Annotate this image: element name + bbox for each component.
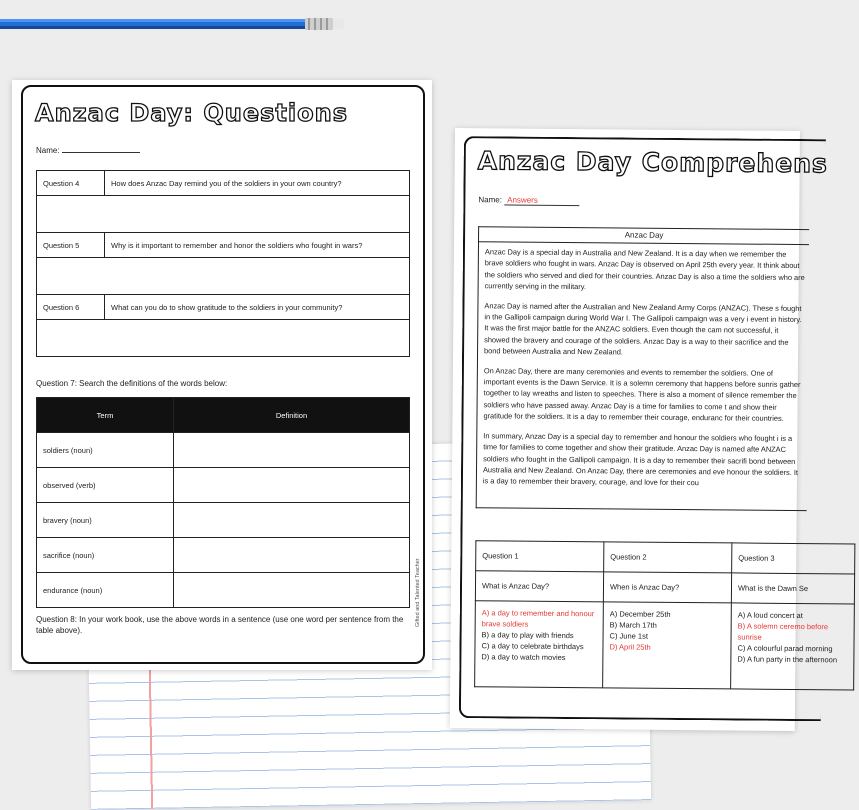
worksheet-border [21,85,425,664]
reading-title: Anzac Day [479,227,809,245]
worksheet-title: Anzac Day Comprehens [477,146,828,179]
term-row [37,573,410,608]
multiple-choice-table [474,540,855,690]
option[interactable]: D) A fun party in the afternoon [737,654,838,665]
paragraph: Anzac Day is a special day in Australia and New Zealand. It is a day when we remember the brave soldiers who fought in wars. Anzac Day is observed on April 25th every year. It think about the soldiers who served and died for their countries. Anzac Day is also a time the soldiers who are currently serving in the military. [484,247,805,292]
question-row [37,233,410,258]
option[interactable]: A) A loud concert at [737,610,803,621]
term-row [37,433,410,468]
option[interactable]: D) a day to watch movies [481,652,566,662]
comprehension-worksheet [450,128,838,731]
question-row [37,295,410,320]
definition-cell[interactable] [174,573,410,608]
question-prompt: When is Anzac Day? [603,572,731,603]
paragraph: In summary, Anzac Day is a special day to remember and honour the soldiers who fought i is a time for families to come together and show their gratitude. Anzac Day is named afte ANZAC soldiers who fought in the Gallipoli campaign. It is a day to remember their sacrifi bond between Australia and New Zealand. On Anzac Day, there are ceremonies and eve honour the soldiers. It is a day to remember their bravery, courage, and love for their cou [482,430,799,488]
option-correct[interactable]: B) A solemn ceremo before sunrise [737,621,829,642]
question-label: Question 6 [37,295,105,320]
option[interactable]: A) December 25th [609,609,671,619]
worksheet-title: Anzac Day: Questions [35,99,348,127]
definition-cell[interactable] [174,433,410,468]
definition-cell[interactable] [174,538,410,573]
question-prompt: What is Anzac Day? [475,571,603,602]
question-7-prompt: Question 7: Search the definitions of the words below: [36,379,228,388]
worksheet-border [459,136,838,721]
question-label: Question 2 [604,542,732,573]
paragraph: Anzac Day is named after the Australian and New Zealand Army Corps (ANZAC). These s fought in the Gallipoli campaign during World War I. The Gallipoli campaign was a very i event in history. It was the first major battle for the ANZAC soldiers. Even though the cam not successful, it showed the bravery and courage of the soldiers. Anzac Day is a way to their sacrifice and the bond between Australia and New Zealand. [484,300,802,357]
question-text: What can you do to show gratitude to the soldiers in your community? [105,295,410,320]
question-label: Question 4 [37,171,105,196]
question-label: Question 3 [732,543,855,574]
question-label: Question 1 [476,541,604,572]
reading-text [477,242,809,509]
option[interactable]: B) March 17th [609,620,657,630]
definition-cell[interactable] [174,468,410,503]
question-text: Why is it important to remember and honor the soldiers who fought in wars? [105,233,410,258]
term-header: Term [37,398,174,433]
term-row [37,538,410,573]
answer-box[interactable] [37,320,410,357]
option-correct[interactable]: A) a day to remember and honour brave soldiers [481,608,595,629]
questions-worksheet [12,80,432,670]
name-value[interactable]: Answers [504,195,579,206]
watermark: Gifted and Talented Teacher [415,558,421,627]
term-cell: bravery (noun) [37,503,174,538]
reading-passage [476,226,809,511]
answer-box[interactable] [37,196,410,233]
question-8-prompt: Question 8: In your work book, use the above words in a sentence (use one word per sentence from the table above). [36,615,404,635]
option-correct[interactable]: D) April 25th [609,642,651,652]
question-row [37,171,410,196]
name-label: Name: [478,195,502,205]
term-cell: sacrifice (noun) [37,538,174,573]
definition-cell[interactable] [174,503,410,538]
questions-table [36,170,410,357]
name-field[interactable] [478,195,579,206]
name-line[interactable] [62,152,140,153]
name-field[interactable] [36,146,140,155]
term-cell: soldiers (noun) [37,433,174,468]
option[interactable]: B) a day to play with friends [481,630,574,641]
option[interactable]: C) a day to celebrate birthdays [481,641,584,652]
paragraph: On Anzac Day, there are many ceremonies and events to remember the soldiers. One of important events is the Dawn Service. It is a solemn ceremony that happens before sunris gather together to lay wreaths and listen to speeches. There is also a moment of silence remember the soldiers who have passed away. Anzac Day is a time for families to come t and show their gratitude for the soldiers. It is a day to remember their courage, enduranc for their countries. [483,365,801,424]
question-label: Question 5 [37,233,105,258]
option[interactable]: C) June 1st [609,631,648,641]
pencil-decoration [0,16,345,32]
terms-table [36,397,410,608]
answer-box[interactable] [37,258,410,295]
term-row [37,468,410,503]
term-row [37,503,410,538]
name-label: Name: [36,146,60,155]
option[interactable]: C) A colourful parad morning [737,643,833,654]
term-cell: endurance (noun) [37,573,174,608]
question-prompt: What is the Dawn Se [731,573,854,604]
definition-header: Definition [174,398,410,433]
term-cell: observed (verb) [37,468,174,503]
question-text: How does Anzac Day remind you of the soldiers in your own country? [105,171,410,196]
